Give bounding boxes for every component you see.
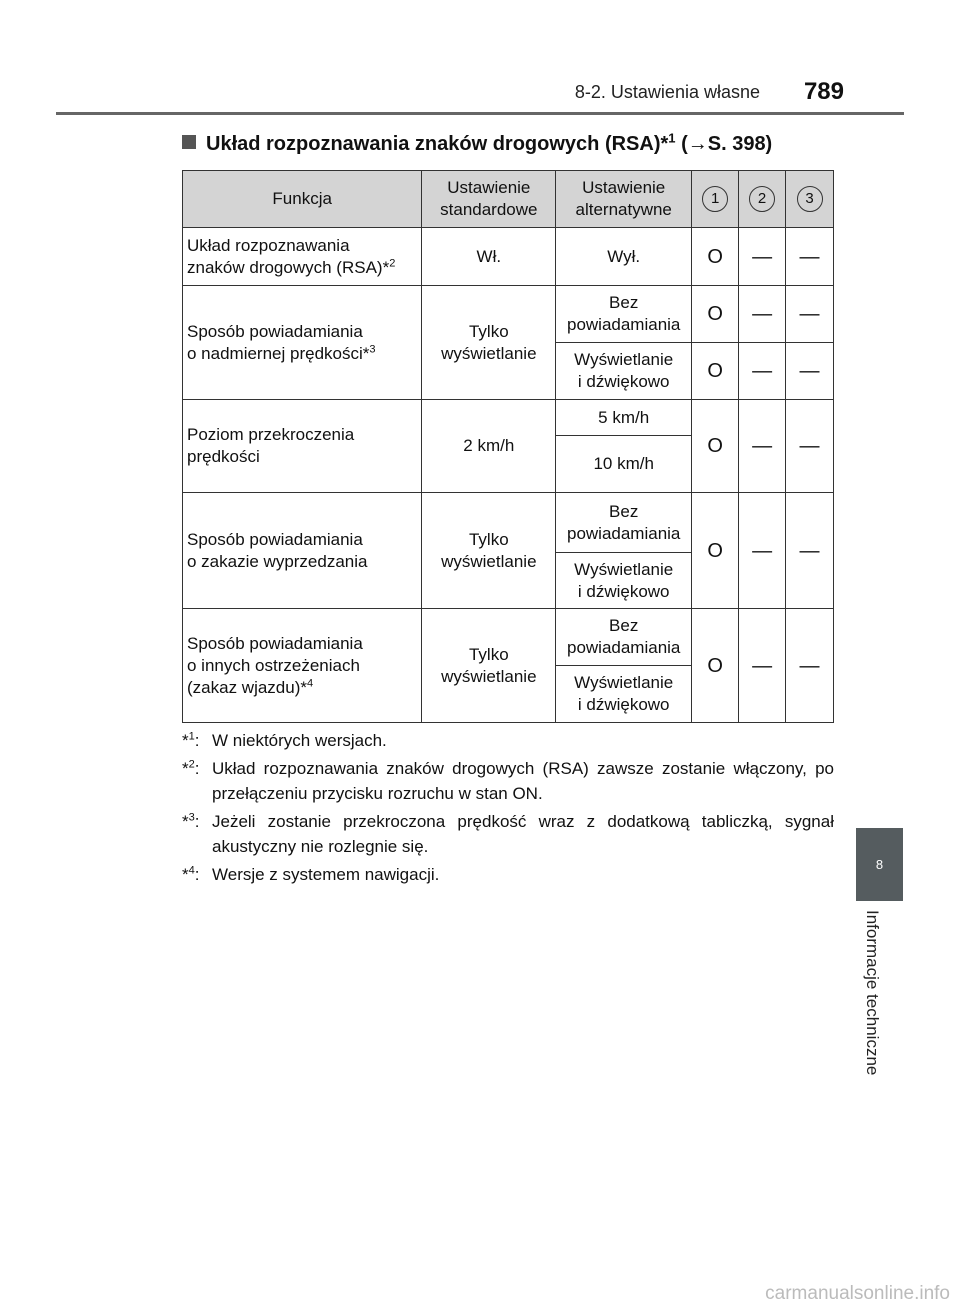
header-col-1 [692, 171, 739, 228]
mark-cell: — [739, 493, 786, 609]
function-cell: Sposób powiadamiania o zakazie wyprzedzania [183, 493, 422, 609]
alternative-cell: Wyświetlanie i dźwiękowo [556, 553, 692, 609]
function-cell: Poziom przekroczenia prędkości [183, 400, 422, 493]
table-row [183, 400, 834, 436]
mark-cell: O [692, 286, 739, 343]
table-row [183, 609, 834, 666]
mark-cell: — [739, 343, 786, 400]
circled-number-2-icon: 2 [749, 186, 775, 212]
footnote [182, 809, 834, 859]
alternative-cell: Bez powiadamiania [556, 609, 692, 666]
alternative-cell: Bez powiadamiania [556, 493, 692, 553]
mark-cell: — [786, 400, 834, 493]
alternative-cell: Wyświetlanie i dźwiękowo [556, 343, 692, 400]
default-cell: Tylko wyświetlanie [422, 286, 556, 400]
footnote-text: W niektórych wersjach. [212, 731, 387, 750]
mark-cell: — [739, 286, 786, 343]
mark-cell: O [692, 228, 739, 286]
mark-cell: — [739, 609, 786, 723]
circled-number-3-icon: 3 [797, 186, 823, 212]
footnote-text: Układ rozpoznawania znaków drogowych (RSA) zawsze zostanie włączony, po przełączeniu przycisku rozruchu w stan ON. [212, 759, 834, 803]
header-function: Funkcja [183, 171, 422, 228]
square-bullet-icon [182, 135, 196, 149]
settings-table [182, 170, 834, 723]
alternative-cell: 10 km/h [556, 436, 692, 493]
function-cell: Sposób powiadamiania o nadmiernej prędkości*$^3$ [183, 286, 422, 400]
header-alternative: Ustawienie alternatywne [556, 171, 692, 228]
footnote [182, 756, 834, 806]
header-col-2 [739, 171, 786, 228]
alternative-cell: Wyświetlanie i dźwiękowo [556, 666, 692, 723]
footnote-text: Wersje z systemem nawigacji. [212, 865, 440, 884]
footnote-marker: *$^1$: [182, 730, 200, 750]
footnote [182, 862, 834, 887]
alternative-cell: Bez powiadamiania [556, 286, 692, 343]
mark-cell: — [786, 343, 834, 400]
mark-cell: — [786, 228, 834, 286]
table-row [183, 286, 834, 343]
footnotes [182, 728, 834, 890]
mark-cell: O [692, 400, 739, 493]
chapter-tab: 8 [856, 828, 903, 901]
default-cell: Wł. [422, 228, 556, 286]
mark-cell: — [786, 609, 834, 723]
mark-cell: O [692, 343, 739, 400]
table-row [183, 228, 834, 286]
default-cell: 2 km/h [422, 400, 556, 493]
mark-cell: — [786, 493, 834, 609]
header-col-3 [786, 171, 834, 228]
footnote-marker: *$^4$: [182, 864, 200, 884]
footnote [182, 728, 834, 753]
table-row [183, 493, 834, 553]
mark-cell: O [692, 493, 739, 609]
circled-number-1-icon: 1 [702, 186, 728, 212]
heading-footnote-ref: 1 [668, 130, 676, 146]
footnote-marker: *$^2$: [182, 758, 200, 778]
mark-cell: — [739, 400, 786, 493]
footnote-text: Jeżeli zostanie przekroczona prędkość wraz z dodatkową tabliczką, sygnał akustyczny nie rozlegnie się. [212, 812, 834, 856]
mark-cell: O [692, 609, 739, 723]
function-cell: Sposób powiadamiania o innych ostrzeżeniach (zakaz wjazdu)*$^4$ [183, 609, 422, 723]
mark-cell: — [739, 228, 786, 286]
page-number: 789 [803, 78, 844, 105]
section-title: 8-2. Ustawienia własne [574, 82, 760, 102]
default-cell: Tylko wyświetlanie [422, 609, 556, 723]
chapter-label: Informacje techniczne [863, 910, 882, 1076]
heading-text: Układ rozpoznawania znaków drogowych (RSA)* [206, 133, 669, 155]
default-cell: Tylko wyświetlanie [422, 493, 556, 609]
header-default: Ustawienie standardowe [422, 171, 556, 228]
table-header-row [183, 171, 834, 228]
alternative-cell: 5 km/h [556, 400, 692, 436]
footnote-marker: *$^3$: [182, 811, 200, 831]
alternative-cell: Wył. [556, 228, 692, 286]
page-reference: (→S. 398) [681, 133, 773, 155]
mark-cell: — [786, 286, 834, 343]
header-divider [56, 112, 904, 115]
function-cell: Układ rozpoznawania znaków drogowych (RSA)*$^2$ [183, 228, 422, 286]
table-heading [182, 130, 773, 156]
watermark: carmanualsonline.info [765, 1283, 950, 1304]
